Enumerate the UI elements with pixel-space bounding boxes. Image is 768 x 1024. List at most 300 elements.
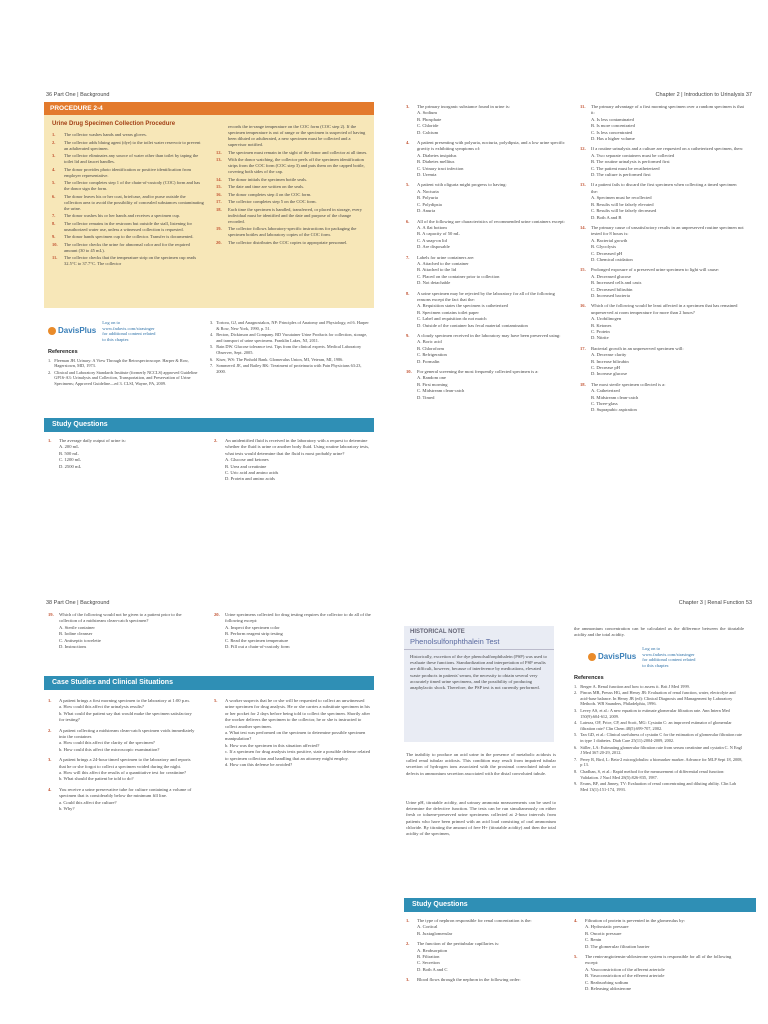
- answer-option: B. Specimen contains toilet paper: [417, 309, 479, 315]
- question-text: If a patient fails to discard the first specimen when collecting a timed specimen the:: [591, 182, 737, 194]
- reference-text: Perey R, Bird, L: Beta-2 microglobulin: a biomarker marker. Advance for MLP Sept 18, 2008, p 13.: [580, 756, 743, 768]
- answer-option: b. What should the patient be told to do?: [59, 776, 134, 782]
- reference-number: 8.: [574, 768, 578, 774]
- step-number: 7.: [52, 213, 56, 218]
- question-item: [214, 612, 372, 650]
- question-text: Which of the following would not be given to a patient prior to the collection of a midstream clean-catch specimen?: [59, 612, 182, 624]
- question-item: [406, 941, 566, 973]
- step-number: 20.: [216, 239, 222, 245]
- procedure-step: [52, 234, 204, 240]
- step-text: The donor initials the specimen bottle seals.: [228, 176, 308, 182]
- answer-option: A. A flat bottom: [417, 224, 447, 230]
- questions-right: [214, 438, 372, 487]
- question-number: 4.: [574, 918, 578, 923]
- question-item: [580, 225, 744, 263]
- answer-option: B. Chloroform: [417, 345, 445, 351]
- question-stem: [580, 146, 744, 152]
- answer-option: D. Outside of the container has fecal material contamination: [417, 322, 528, 328]
- question-item: [580, 182, 744, 220]
- step-text: The specimen must remain in the sight of the donor and collector at all times.: [228, 149, 368, 155]
- step-text: records the in-range temperature on the COC form (COC step 2). If the specimen temperature is out of range or the specimen is suspected of having been diluted or adulterated, a new specimen must be collected and a supervisor notified.: [228, 124, 366, 147]
- question-text: The primary inorganic substance found in urine is:: [417, 104, 510, 109]
- question-text: The renin-angiotensin-aldosterone system is responsible for all of the following except:: [585, 954, 732, 966]
- question-stem: [214, 438, 372, 457]
- question-text: A patient brings a first morning specimen to the laboratory at 1:00 p.m.: [59, 698, 190, 703]
- reference-number: 2.: [574, 690, 578, 696]
- step-text: The donor washes his or her hands and receives a specimen cup.: [64, 213, 180, 218]
- answer-option: C. Reabsorbing sodium: [585, 979, 629, 985]
- step-text: The date and time are written on the seals.: [228, 184, 305, 189]
- answer-option: A. Catheterized: [591, 388, 620, 394]
- question-number: 13.: [580, 182, 586, 188]
- question-number: 3.: [406, 977, 410, 983]
- procedure-step: [216, 177, 368, 183]
- answer-option: B. Phosphate: [417, 116, 442, 122]
- question-text: Urine specimens collected for drug testing requires the collector to do all of the following except:: [225, 612, 371, 624]
- question-stem: [406, 977, 566, 983]
- step-text: The donor provides photo identification or positive identification from employer representative.: [64, 166, 191, 178]
- step-number: 10.: [52, 241, 58, 247]
- step-text: The donor completes step 4 on the COC form.: [228, 191, 312, 197]
- reference-item: [574, 769, 744, 780]
- reference-text: Tan GD, et al.: Clinical usefulness of cystatin C for the estimation of glomerular filtration rate in type 1 diabetes. Diab Care 25(11):2004-2009, 2002.: [580, 732, 742, 743]
- reference-item: [210, 332, 370, 343]
- step-number: 17.: [216, 199, 222, 204]
- step-text: The collector remains in the restroom but outside the stall, listening for unauthorized water use, unless a witnessed collection is requested.: [64, 220, 192, 232]
- step-text: The donor leaves his or her coat, briefcase, and/or purse outside the collection area to avoid the possibility of concealed substances contaminating the urine.: [64, 193, 204, 211]
- question-item: [574, 954, 744, 992]
- answer-option: C. Midstream clean-catch: [417, 388, 465, 394]
- question-number: 5.: [406, 182, 410, 188]
- step-number: 14.: [216, 176, 222, 182]
- question-item: [574, 918, 744, 950]
- answer-option: b. How was the specimen in this situation affected?: [225, 742, 320, 748]
- procedure-step: [52, 242, 204, 254]
- reference-text: Sommervil JE, and Bailey BK: Treatment of proteinuria with Pain Physicians 63:23, 2000.: [216, 363, 362, 374]
- reference-item: [574, 732, 744, 743]
- procedure-tab: PROCEDURE 2-4: [44, 102, 374, 115]
- answer-option: A. Inspect the specimen color: [225, 624, 280, 630]
- step-text: The collector checks that the temperature strip on the specimen cup reads 32.5°C to 37.7°C. The collector: [64, 255, 197, 266]
- procedure-box: [44, 102, 374, 308]
- answer-option: a. Could this affect the culture?: [59, 799, 117, 805]
- answer-option: B. Midstream clean-catch: [591, 394, 639, 400]
- answer-option: D. Instructions: [59, 644, 87, 650]
- answer-option: D. The culture is performed first: [591, 172, 651, 178]
- answer-option: B. Perform reagent strip testing: [225, 631, 283, 637]
- answer-option: A. Cortical: [417, 924, 438, 930]
- question-stem: [406, 140, 566, 153]
- answer-option: B. 500 mL: [59, 450, 79, 456]
- answer-option: b. How could this affect the microscopic examination?: [59, 746, 160, 752]
- question-stem: [214, 698, 372, 730]
- answer-option: A. Attached to the container: [417, 260, 469, 266]
- answer-option: C. Chloride: [417, 123, 439, 129]
- question-item: [580, 104, 744, 142]
- answer-option: A. Is less contaminated: [591, 116, 634, 122]
- question-item: [406, 219, 566, 251]
- answer-option: A. Sodium: [417, 110, 437, 116]
- question-item: [406, 918, 566, 937]
- question-number: 3.: [406, 104, 410, 109]
- answer-option: D. Both A and B: [591, 214, 622, 220]
- question-number: 1.: [48, 698, 52, 703]
- question-item: [406, 255, 566, 287]
- procedure-steps-left: [52, 132, 204, 269]
- question-item: [580, 346, 744, 378]
- answer-option: C. Read the specimen temperature: [225, 637, 289, 643]
- reference-text: Tortora, GJ, and Anagnostakos, NP: Principles of Anatomy and Physiology, ed 6. Harper & Row, New York, 1990, p. 51.: [216, 320, 369, 331]
- answer-option: D. Calcium: [417, 129, 439, 135]
- question-stem: [580, 225, 744, 238]
- references-right: [210, 320, 370, 375]
- questions-right: [580, 104, 744, 418]
- reference-text: Becton, Dickinson and Company. BD Vacutainer Urine Products for collection, storage, and transport of urine specimens. Franklin Lakes, NJ, 2011.: [216, 332, 368, 343]
- davisplus-link[interactable]: www.fadavis.com/strasinger: [642, 651, 695, 657]
- question-number: 16.: [580, 303, 586, 309]
- reference-number: 3.: [574, 707, 578, 713]
- reference-number: 4.: [574, 720, 578, 726]
- step-text: The collector completes step 1 of the chain-of-custody (COC) form and has the donor sign the form.: [64, 180, 201, 191]
- question-text: The primary advantage of a first morning specimen over a random specimen is that it:: [591, 104, 744, 116]
- procedure-title: Urine Drug Specimen Collection Procedure: [52, 121, 176, 127]
- answer-option: a. How could this affect the urinalysis results?: [59, 704, 144, 710]
- procedure-step: [52, 255, 204, 267]
- answer-option: D. Anuria: [417, 208, 436, 214]
- answer-option: a. How will this affect the results of a quantitative test for creatinine?: [59, 770, 187, 776]
- question-text: You receive a urine preservative tube for culture containing a volume of specimen that is considerably below the minimum fill line.: [59, 786, 192, 799]
- answer-option: C. Three-glass: [591, 401, 618, 407]
- davisplus-logo: DavisPlus: [48, 327, 96, 335]
- page-header: 38 Part One | Background: [46, 600, 110, 606]
- reference-text: Chadban, S, et al.: Rapid method for the measurement of differential renal function: Validation. J Nucl Med 28(5):826-835, 1987.: [580, 768, 725, 780]
- step-number: 16.: [216, 191, 222, 197]
- procedure-step: [216, 207, 368, 225]
- questions-left: [48, 438, 198, 474]
- reference-item: [574, 781, 744, 792]
- answer-option: A. 200 mL: [59, 444, 80, 450]
- answer-option: D. Uremia: [417, 172, 437, 178]
- question-text: A cloudy specimen received in the laboratory may have been preserved using:: [417, 333, 561, 338]
- davisplus-link[interactable]: www.fadavis.com/strasinger: [102, 325, 155, 331]
- answer-option: B. Increase bilirubin: [591, 358, 629, 364]
- step-text: The donor hands specimen cup to the collector. Transfer is documented.: [64, 234, 194, 239]
- cases-left: [48, 698, 198, 817]
- answer-option: C. Antiseptic towelette: [59, 637, 101, 643]
- answer-option: C. Urinary tract infection: [417, 165, 464, 171]
- answer-option: B. Glycolysis: [591, 244, 617, 250]
- answer-option: a. How could this affect the clarity of the specimen?: [59, 740, 155, 746]
- reference-number: 5.: [210, 344, 214, 350]
- question-text: An unidentified fluid is received in the laboratory with a request to determine whether the fluid is urine or another body fluid. Using routine laboratory tests, what tests would determine that the fluid is most probably urine?: [225, 438, 370, 456]
- answer-option: A. Boric acid: [417, 339, 442, 345]
- answer-option: C. Polydipsia: [417, 201, 442, 207]
- question-stem: [48, 612, 198, 625]
- page-38: [8, 516, 382, 1016]
- procedure-step: [216, 240, 368, 246]
- question-number: 8.: [406, 290, 410, 296]
- answer-option: A. Decrease clarity: [591, 352, 627, 358]
- step-text: With the donor watching, the collector peels off the specimen identification strips from the COC form (COC step 3) and puts them on the capped bottle, covering both sides of the cap.: [228, 157, 365, 174]
- answer-option: C. Label and requisition do not match: [417, 316, 487, 322]
- step-number: 5.: [52, 180, 56, 185]
- question-stem: [580, 182, 744, 195]
- answer-option: D. The glomerular filtration barrier: [585, 943, 650, 949]
- answer-option: B. Polyuria: [417, 195, 438, 201]
- question-item: [406, 104, 566, 136]
- answer-option: A. Decreased glucose: [591, 273, 631, 279]
- procedure-step: [216, 150, 368, 156]
- references: References 1. Berger A. Renal function and how to assess it. Brit J Med 1999. 2. Pincus MR, Preuss HG, and Henry JB: Evaluation of renal function, water, electrolyte and acid-base balance. In Henry JB (ed): Clinical Diagnosis and Management by Laboratory Methods. WB Saunders, Philadelphia, 1996. 3. Levey AS, et al.: A new equation to estimate glomerular filtration rate. Ann Intern Med 150(9):604-612, 2009. 4. Laterza, OF, Price, CP, and Scott, MG: Cystatin C: an improved estimator of glomerular filtration rate? Clin Chem 48(5):699-707, 2002. 5. Tan GD, et al.: Clinical usefulness of cystatin C for the estimation of glomerular filtration rate in type 1 diabetes. Diab Care 25(11):2004-2009, 2002. 6. Stiller, LA: Estimating glomerular filtration rate from serum creatinine and cystatin C. N Engl J Med 367:20-29, 2012. 7. Perey R, Bird, L: Beta-2 microglobulin: a biomarker marker. Advance for MLP Sept 18, 2008, p 13. 8. Chadban, S, et al.: Rapid method for the measurement of differential renal function: Validation. J Nucl Med 28(5):826-835, 1987. 9. Evans, BF, and Jinney, TV: Evaluation of renal concentrating and diluting ability. Clin Lab Med 13(1):151-174, 1993.: [574, 675, 743, 792]
- answer-option: C. Is less concentrated: [591, 129, 633, 135]
- question-text: Which of the following would be least affected in a specimen that has remained unpreserved at room temperature for more than 2 hours?: [591, 303, 738, 315]
- answer-option: C. Decrease pH: [591, 365, 620, 371]
- question-number: 3.: [48, 757, 52, 763]
- procedure-step: [52, 221, 204, 233]
- answer-option: B. Attached to the lid: [417, 267, 457, 273]
- answer-option: B. The routine urinalysis is performed first: [591, 159, 670, 165]
- procedure-step: [52, 213, 204, 219]
- answer-option: A. Glucose and ketones: [225, 457, 269, 463]
- answer-option: D. Formalin: [417, 358, 440, 364]
- answer-option: b. Why?: [59, 806, 75, 812]
- answer-option: B. Increased cells and casts: [591, 280, 642, 286]
- answer-option: C. Protein: [591, 329, 610, 334]
- question-number: 5.: [574, 954, 578, 960]
- body-paragraph: Urine pH, titratable acidity, and urinary ammonia measurements can be used to determine the defective function. The tests can be run simultaneously on either fresh or toluene-preserved urine specimens collected at 2-hour intervals from patients who have been primed with an acid load consisting of oral ammonium chloride. By titrating the amount of free H+ (titratable acidity) and then the total acidity of the specimen,: [406, 800, 556, 837]
- question-text: Prolonged exposure of a preserved urine specimen to light will cause:: [591, 267, 720, 273]
- question-number: 2.: [48, 727, 52, 733]
- reference-number: 6.: [210, 356, 214, 362]
- questions-left: [406, 918, 566, 988]
- reference-number: 6.: [574, 744, 578, 750]
- references-left: References 1. Fleeman JH. Urinary: A View Through the Retrospectroscope. Harper & Row, Hagerstown, MD, 1973. 2. Clinical and Laboratory Standards Institute (formerly NCCLS) approved Guideline GP16-A3: Urinalysis and Collection, Transportation, and Preservation of Urine Specimens; Approved Guideline—ed 3. CLSI, Wayne, PA, 2009.: [48, 349, 198, 386]
- procedure-step: [52, 194, 204, 212]
- answer-option: C. Results will be falsely decreased: [591, 208, 657, 214]
- answer-option: D. Suprapubic aspiration: [591, 407, 637, 413]
- answer-option: C. 1200 mL: [59, 457, 82, 463]
- reference-item: [210, 357, 370, 363]
- procedure-step: [52, 180, 204, 192]
- reference-number: 7.: [210, 363, 214, 369]
- question-stem: [48, 787, 198, 800]
- historical-note-label: HISTORICAL NOTE: [410, 629, 465, 635]
- question-text: For general screening the most frequently collected specimen is a:: [417, 369, 539, 375]
- reference-item: [210, 363, 370, 374]
- questions-left: [406, 104, 566, 405]
- answer-option: C. The patient must be recatheterized: [591, 165, 660, 171]
- question-text: A patient brings a 24-hour timed specimen to the laboratory and reports that he or she forgot to collect a specimen voided during the night.: [59, 757, 191, 769]
- answer-option: a. What test was performed on the specimen to determine possible specimen manipulation?: [225, 730, 366, 742]
- answer-option: D. Not detachable: [417, 280, 451, 286]
- davisplus-block: DavisPlus Log on to www.fadavis.com/strasinger for additional content related to this chapter.: [588, 646, 748, 668]
- reference-number: 2.: [48, 369, 52, 375]
- question-stem: [214, 612, 372, 625]
- answer-option: C. A snap-on lid: [417, 237, 447, 243]
- reference-text: Stiller, LA: Estimating glomerular filtration rate from serum creatinine and cystatin C. N Engl J Med 367:20-29, 2012.: [580, 744, 742, 756]
- question-item: [580, 303, 744, 341]
- reference-text: Laterza, OF, Price, CP, and Scott, MG: Cystatin C: an improved estimator of glomerular filtration rate? Clin Chem 48(5):699-707, 2002.: [580, 720, 732, 731]
- question-number: 4.: [406, 140, 410, 146]
- answer-option: B. A capacity of 50 mL: [417, 231, 460, 237]
- step-number: 9.: [52, 234, 56, 239]
- answer-option: D. 2500 mL: [59, 463, 82, 469]
- question-item: [48, 757, 198, 783]
- reference-text: Levey AS, et al.: A new equation to estimate glomerular filtration rate. Ann Intern Med 150(9):604-612, 2009.: [580, 707, 730, 719]
- question-stem: [48, 728, 198, 741]
- question-item: [48, 612, 198, 650]
- case-studies-banner: Case Studies and Clinical Situations: [44, 676, 374, 690]
- answer-option: B. Results will be falsely elevated: [591, 201, 654, 207]
- question-item: [406, 333, 566, 365]
- step-text: Each time the specimen is handled, transferred, or placed in storage, every individual must be identified and the date and purpose of the change recorded.: [228, 206, 362, 224]
- question-stem: [580, 104, 744, 117]
- answer-option: b. What could the patient say that would make the specimen satisfactory for testing?: [59, 710, 192, 723]
- reference-item: [574, 720, 744, 731]
- answer-option: D. Both A and C: [417, 966, 448, 972]
- question-item: [406, 140, 566, 178]
- question-item: [214, 438, 372, 483]
- question-number: 12.: [580, 146, 586, 152]
- procedure-step: [216, 157, 368, 175]
- davisplus-logo: DavisPlus: [588, 653, 636, 661]
- answer-option: C. Decreased bilirubin: [591, 286, 633, 292]
- answer-option: D. Releasing aldosterone: [585, 986, 632, 992]
- answer-option: D. Increased bacteria: [591, 292, 630, 298]
- question-item: [580, 267, 744, 299]
- step-text: The collector distributes the COC copies to appropriate personnel.: [228, 239, 348, 245]
- question-number: 18.: [580, 381, 586, 387]
- reference-text: Rain DW. Glucose tolerance test. Tips from the clinical experts. Medical Laboratory Observer, Sept. 2005.: [216, 344, 362, 355]
- question-item: [406, 182, 566, 214]
- question-text: A patient collecting a midstream clean-catch specimen voids immediately into the container.: [59, 727, 195, 740]
- answer-option: A. Urobilinogen: [591, 316, 622, 322]
- step-text: The collector eliminates any source of water other than toilet by taping the toilet lid and faucet handles.: [64, 153, 199, 164]
- procedure-step: [52, 167, 204, 179]
- step-number: 11.: [52, 255, 58, 260]
- question-item: [48, 728, 198, 754]
- answer-option: d. How can this defense be avoided?: [225, 762, 293, 768]
- question-item: [406, 291, 566, 329]
- page-53: [392, 516, 766, 1016]
- question-stem: [48, 757, 198, 770]
- step-number: 12.: [216, 149, 222, 155]
- answer-option: B. Iodine cleanser: [59, 631, 93, 637]
- answer-option: C. Secretion: [417, 960, 440, 966]
- step-number: 2.: [52, 139, 56, 145]
- step-text: The collector adds bluing agent (dye) to the toilet water reservoir to prevent an adulterated specimen.: [64, 139, 201, 151]
- page-header: Chapter 3 | Renal Function 53: [678, 600, 752, 606]
- answer-option: B. Vasoconstriction of the efferent arteriole: [585, 973, 665, 979]
- question-text: Blood flows through the nephron in the following order:: [417, 977, 521, 983]
- questions-left: [48, 612, 198, 654]
- procedure-step: [52, 132, 204, 138]
- question-stem: [406, 219, 566, 225]
- reference-number: 9.: [574, 781, 578, 787]
- answer-option: c. If a specimen for drug analysis tests positive, state a possible defense related to specimen collection and handling that an attorney might employ.: [225, 749, 371, 761]
- body-paragraph: The inability to produce an acid urine in the presence of metabolic acidosis is called renal tubular acidosis. This condition may result from impaired tubular secretion of hydrogen ions associated with the proximal convoluted tubule or defects in ammonium secretion associated with the distal convoluted tubule.: [406, 752, 556, 776]
- question-item: [406, 369, 566, 401]
- question-text: If a routine urinalysis and a culture are requested on a catheterized specimen, then:: [591, 146, 744, 152]
- question-text: A worker suspects that he or she will be requested to collect an unwitnessed urine specimen for drug analysis. He or she carries a substitute specimen in his or her pocket for 2 days before being told to collect the specimen. Shortly after the worker delivers the specimen to the collector, he or she is instructed to collect another specimen.: [225, 698, 371, 729]
- page-header: Chapter 2 | Introduction to Urinalysis 37: [655, 92, 752, 98]
- question-text: Labels for urine containers are:: [417, 254, 475, 260]
- answer-option: C. Uric acid and amino acids: [225, 470, 279, 476]
- answer-option: B. Urea and creatinine: [225, 463, 267, 469]
- question-text: The average daily output of urine is:: [59, 438, 126, 443]
- procedure-step: [216, 192, 368, 198]
- answer-option: A. Hydrostatic pressure: [585, 924, 629, 930]
- page-header: 36 Part One | Background: [46, 92, 110, 98]
- study-questions-banner: Study Questions: [44, 418, 374, 432]
- reference-item: [210, 320, 370, 331]
- step-text: The collector follows laboratory-specific instructions for packaging the specimen bottles and laboratory copies of the COC form.: [228, 226, 357, 237]
- question-text: The primary cause of unsatisfactory results in an unpreserved routine specimen not tested for 8 hours is:: [591, 224, 744, 237]
- question-number: 5.: [214, 698, 218, 703]
- step-number: 19.: [216, 226, 222, 231]
- question-item: [580, 146, 744, 178]
- answer-option: B. Juxtaglomerular: [417, 930, 453, 936]
- answer-option: C. Decreased pH: [591, 250, 623, 256]
- questions-right: [574, 918, 744, 996]
- reference-text: Clinical and Laboratory Standards Institute (formerly NCCLS) approved Guideline GP16-A3: Urinalysis and Collection, Transportation, and Preservation of Urine Specimens; Approved Guideline—ed 3. CLSI, Wayne, PA, 2009.: [54, 369, 198, 386]
- question-text: Filtration of protein is prevented in the glomerulus by:: [585, 918, 686, 923]
- reference-text: Evans, BF, and Jinney, TV: Evaluation of renal concentrating and diluting ability. Clin Lab Med 13(1):151-174, 1993.: [580, 781, 737, 792]
- question-item: [48, 438, 198, 470]
- step-number: 1.: [52, 132, 56, 137]
- step-number: 13.: [216, 157, 222, 162]
- question-text: All of the following are characteristics of recommended urine containers except:: [417, 218, 565, 224]
- answer-option: C. Renin: [585, 937, 602, 943]
- cases-right: [214, 698, 372, 772]
- question-number: 11.: [580, 104, 586, 109]
- answer-option: A. Bacterial growth: [591, 237, 628, 243]
- reference-text: Pincus MR, Preuss HG, and Henry JB: Evaluation of renal function, water, electrolyte and acid-base balance. In Henry JB (ed): Clinical Diagnosis and Management by Laboratory Methods. WB Saunders, Philadelphia, 1996.: [580, 690, 736, 707]
- procedure-step: [52, 140, 204, 152]
- procedure-step: [216, 124, 368, 148]
- body-paragraph: the ammonium concentration can be calculated as the difference between the titratable acidity and the total acidity.: [574, 626, 744, 638]
- question-number: 14.: [580, 224, 586, 230]
- step-number: 4.: [52, 166, 56, 172]
- reference-number: 7.: [574, 756, 578, 762]
- question-text: A patient with oliguria might progress to having:: [417, 182, 507, 188]
- question-number: 1.: [48, 438, 52, 443]
- answer-option: D. Increase glucose: [591, 371, 628, 377]
- question-number: 19.: [48, 612, 54, 617]
- question-item: [214, 698, 372, 768]
- reference-text: Berger A. Renal function and how to assess it. Brit J Med 1999.: [580, 683, 690, 689]
- answer-option: A. Specimen must be recollected: [591, 195, 652, 201]
- reference-item: [574, 684, 744, 690]
- answer-option: A. Vasoconstriction of the afferent arteriole: [585, 966, 665, 972]
- question-item: [48, 787, 198, 813]
- answer-option: C. Refrigeration: [417, 352, 447, 358]
- reference-number: 4.: [210, 332, 214, 338]
- study-questions-banner: Study Questions: [404, 898, 756, 912]
- reference-number: 1.: [48, 357, 52, 363]
- question-number: 6.: [406, 218, 410, 224]
- step-text: The collector completes step 5 on the COC form.: [228, 199, 317, 204]
- historical-note-body: Historically, excretion of the dye phenolsulfonphthalein (PSP) was used to evaluate these functions. Standardization and interpretation of PSP results are difficult, however, because of interference by medications, elevated waste products in patients' serum, the necessity to obtain several very accurately timed urine specimens, and the possibility of producing anaphylactic shock. Therefore, the PSP test is not currently performed.: [410, 654, 547, 691]
- question-number: 2.: [406, 941, 410, 947]
- answer-option: A. Two separate containers must be collected: [591, 152, 675, 158]
- question-stem: [574, 954, 744, 967]
- reference-text: Fleeman JH. Urinary: A View Through the Retrospectroscope. Harper & Row, Hagerstown, MD, 1973.: [54, 357, 189, 369]
- question-number: 4.: [48, 786, 52, 792]
- questions-right: [214, 612, 372, 654]
- step-number: 15.: [216, 184, 222, 189]
- question-item: [48, 698, 198, 724]
